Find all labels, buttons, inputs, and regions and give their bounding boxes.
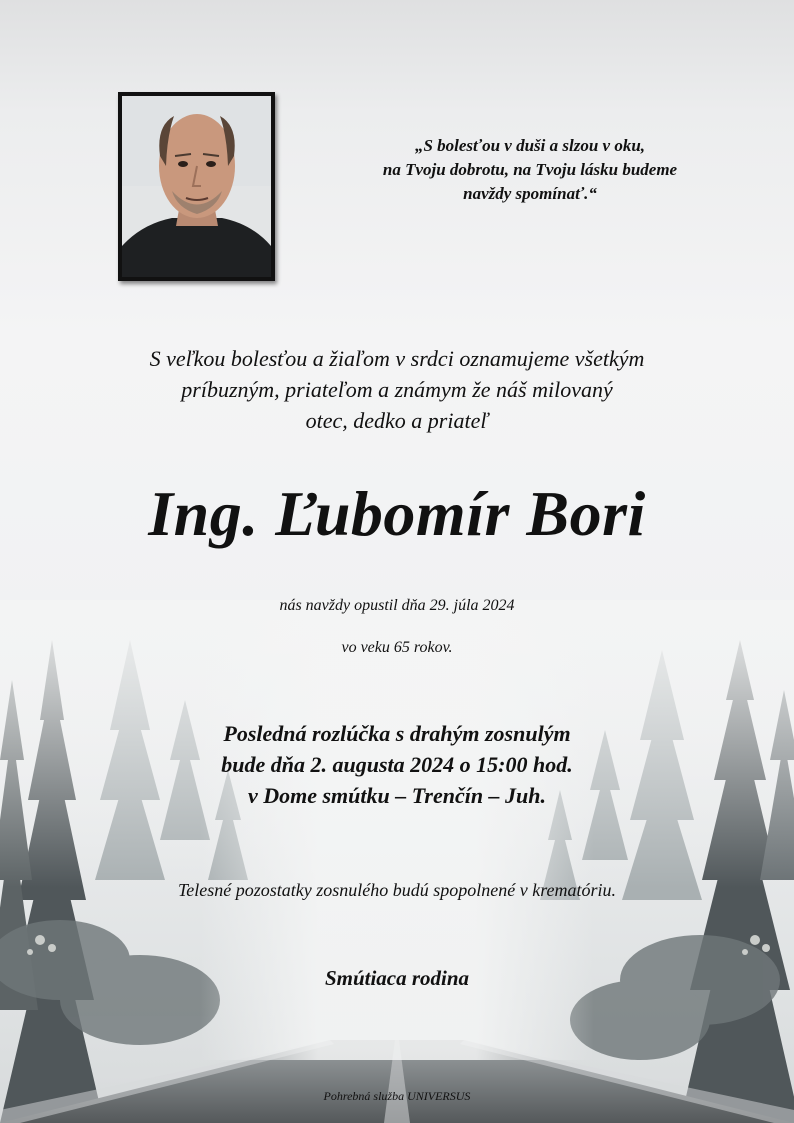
farewell-line: bude dňa 2. augusta 2024 o 15:00 hod. [221, 752, 573, 777]
quote-line: „S bolesťou v duši a slzou v oku, [414, 136, 646, 155]
quote-line: navždy spomínať.“ [463, 184, 597, 203]
quote-line: na Tvoju dobrotu, na Tvoju lásku budeme [382, 160, 678, 179]
announcement-line: príbuzným, priateľom a známym že náš milovaný [181, 377, 613, 402]
announcement-line: S veľkou bolesťou a žiaľom v srdci oznamujeme všetkým [149, 346, 645, 371]
announcement-line: otec, dedko a priateľ [305, 408, 489, 433]
date-of-death: nás navždy opustil dňa 29. júla 2024 [279, 597, 515, 614]
farewell-line: Posledná rozlúčka s drahým zosnulým [223, 721, 571, 746]
cremation-note: Telesné pozostatky zosnulého budú spopolnené v krematóriu. [177, 880, 617, 900]
memorial-quote [330, 134, 730, 206]
grieving-family: Smútiaca rodina [324, 966, 470, 990]
farewell-ceremony-info [0, 718, 794, 811]
deceased-name: Ing. Ľubomír Bori [148, 478, 646, 549]
announcement-text [40, 343, 754, 436]
portrait-image [122, 96, 271, 277]
age-at-death: vo veku 65 rokov. [341, 639, 453, 656]
portrait-photo [118, 92, 275, 281]
funeral-service-credit: Pohrebná služba UNIVERSUS [323, 1089, 471, 1103]
farewell-line: v Dome smútku – Trenčín – Juh. [247, 783, 547, 808]
